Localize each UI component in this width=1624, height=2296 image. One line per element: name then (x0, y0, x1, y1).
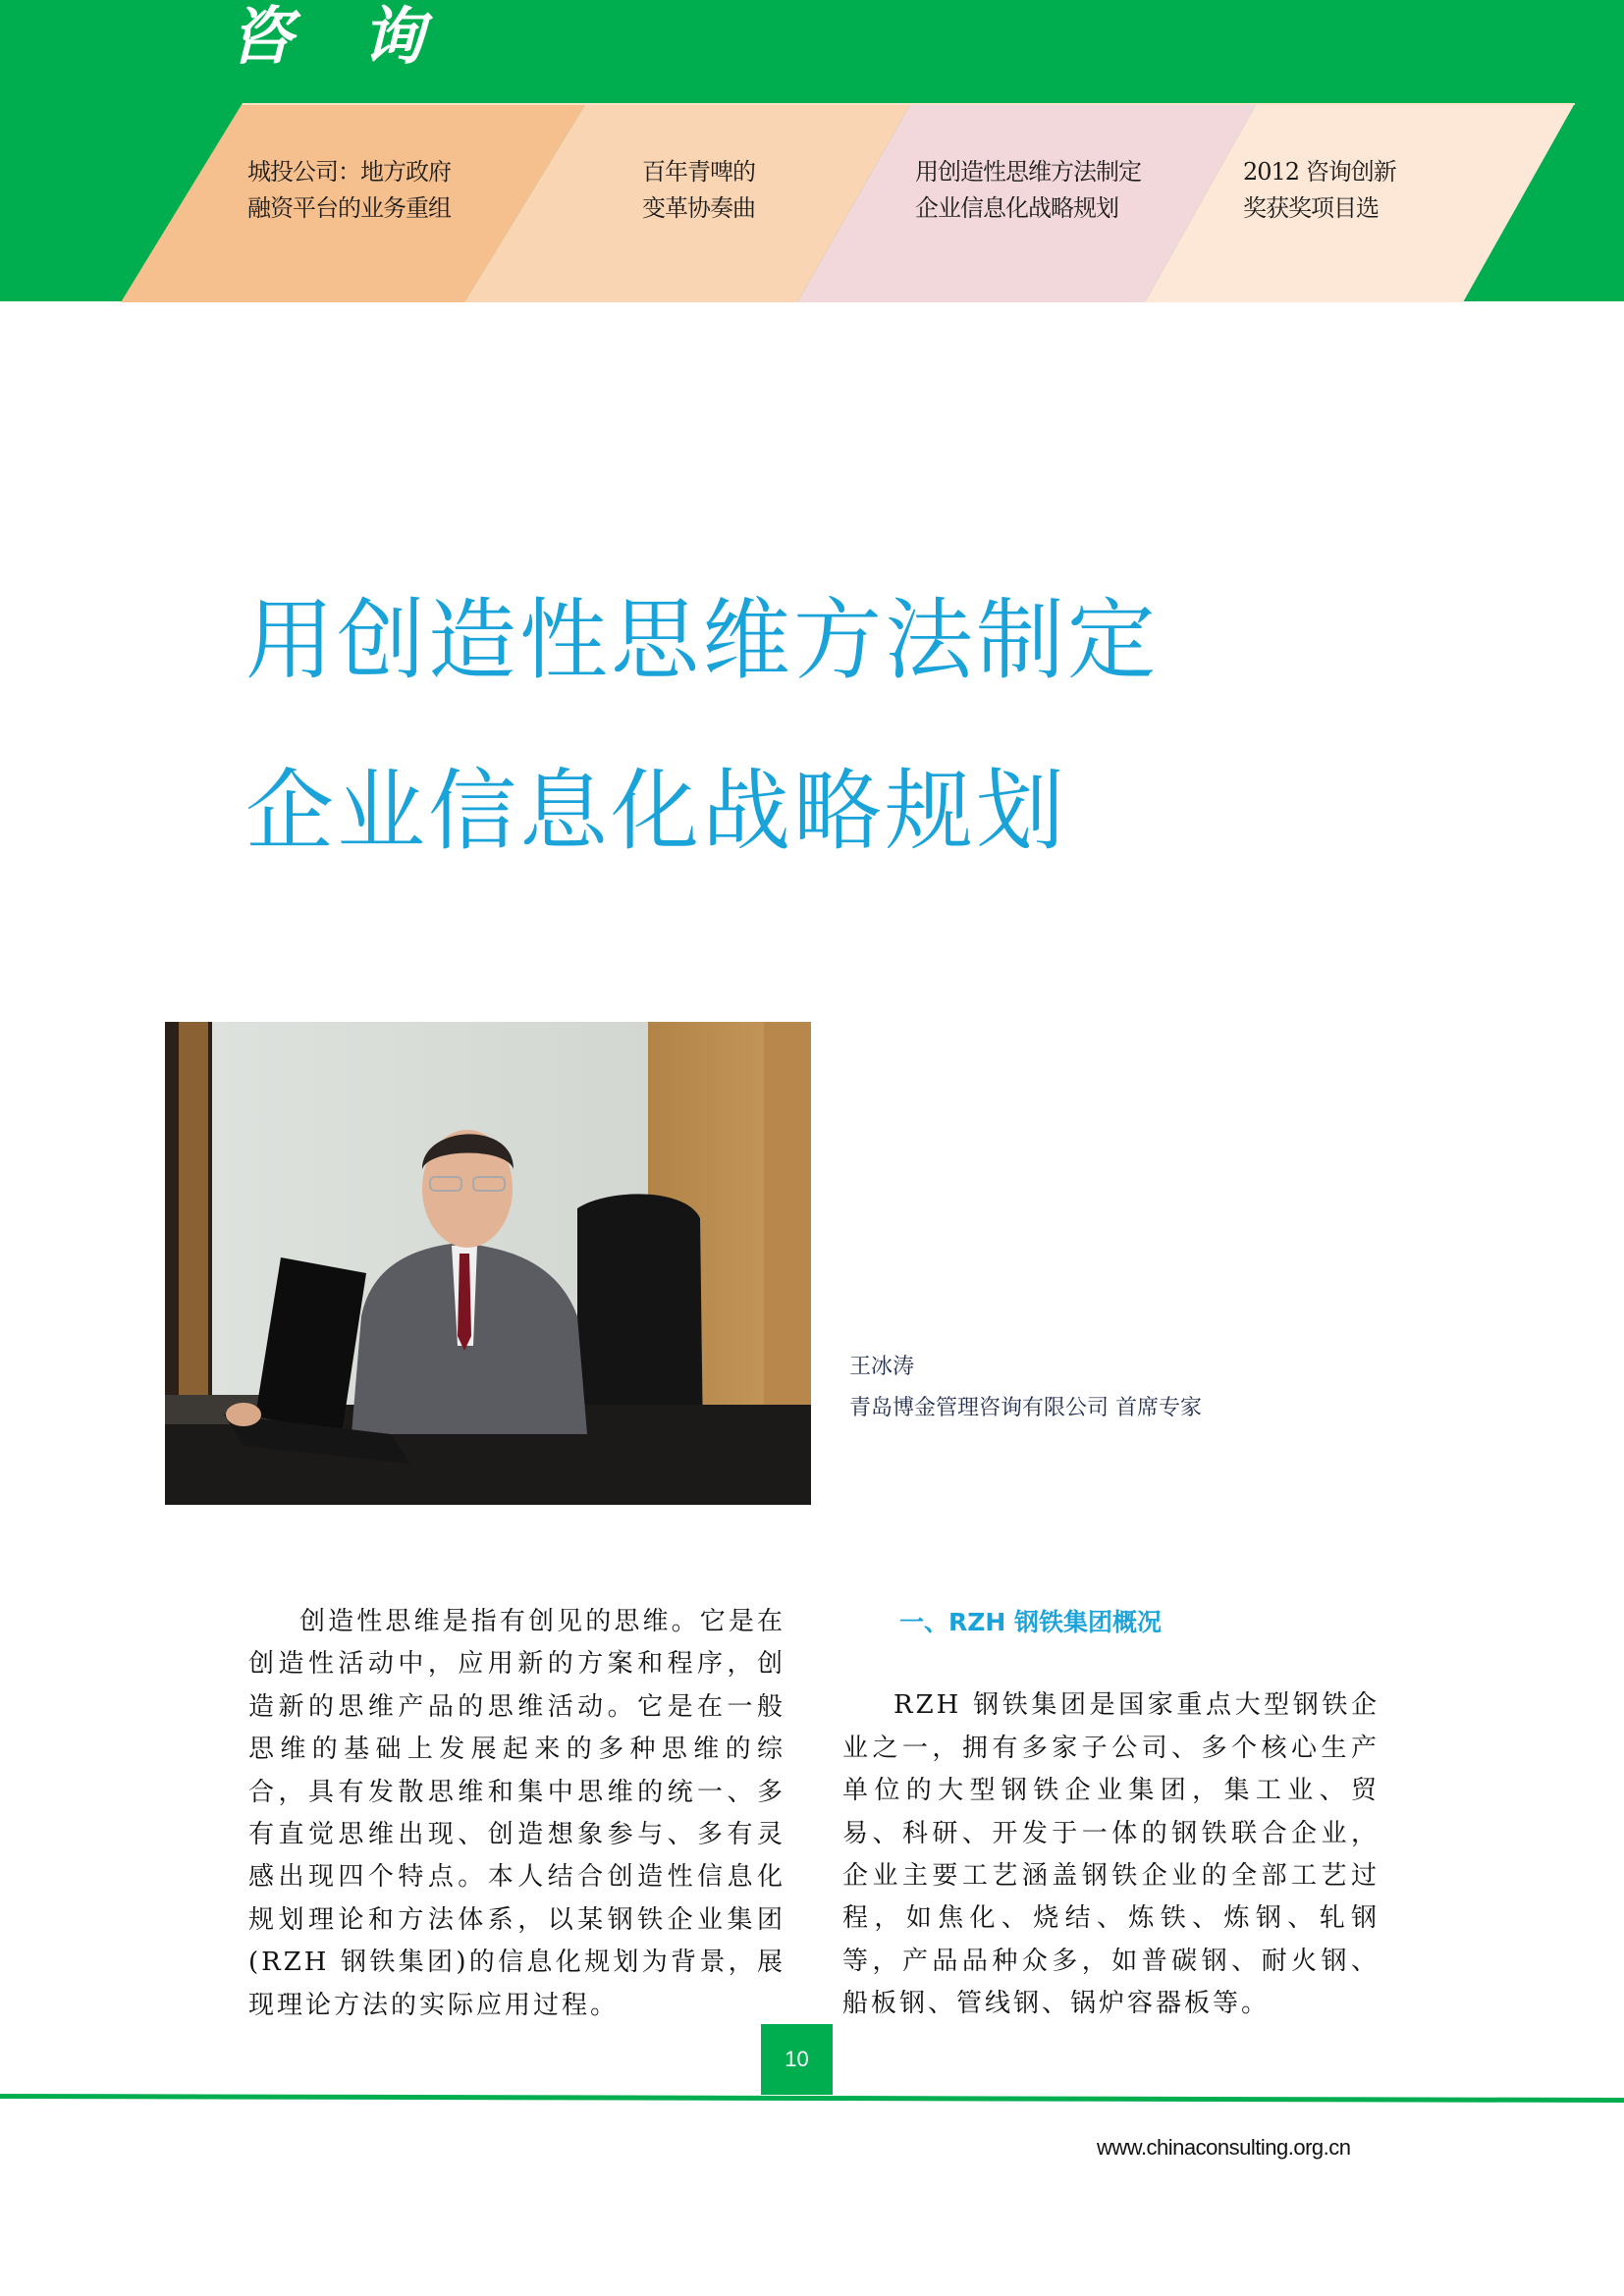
nav-item-line: 城投公司：地方政府 (247, 158, 451, 186)
section-heading: 一、RZH 钢铁集团概况 (899, 1608, 1163, 1636)
nav-item-line: 奖获奖项目选 (1243, 194, 1379, 222)
footer-divider (0, 2094, 1624, 2104)
nav-item-line: 变革协奏曲 (642, 194, 755, 222)
author-portrait-image (165, 1022, 811, 1505)
nav-item-urban-investment[interactable] (247, 154, 451, 227)
author-photo (165, 1022, 811, 1505)
intro-paragraph: 创造性思维是指有创见的思维。它是在创造性活动中，应用新的方案和程序，创造新的思维产品的思维活动。它是在一般思维的基础上发展起来的多种思维的综合，具有发散思维和集中思维的统一、多有直觉思维出现、创造想象参与、多有灵感出现四个特点。本人结合创造性信息化规划理论和方法体系，以某钢铁企业集团(RZH 钢铁集团)的信息化规划为背景，展现理论方法的实际应用过程。 (248, 1607, 785, 2020)
section-title: 咨询 (230, 0, 493, 74)
nav-item-line: 融资平台的业务重组 (247, 194, 451, 222)
page-number: 10 (761, 2024, 833, 2095)
article-title (245, 587, 1159, 929)
section-paragraph: RZH 钢铁集团是国家重点大型钢铁企业之一，拥有多家子公司、多个核心生产单位的大型钢铁企业集团，集工业、贸易、科研、开发于一体的钢铁联合企业，企业主要工艺涵盖钢铁企业的全部工艺过程，如焦化、烧结、炼铁、炼钢、轧钢等，产品品种众多，如普碳钢、耐火钢、船板钢、管线钢、锅炉容器板等。 (842, 1690, 1380, 2019)
nav-item-tsingtao-beer[interactable] (642, 154, 755, 227)
author-affiliation: 青岛博金管理咨询有限公司 首席专家 (849, 1396, 1202, 1420)
website-link[interactable]: www.chinaconsulting.org.cn (1097, 2135, 1351, 2160)
author-caption (849, 1347, 1202, 1429)
article-title-line-1: 用创造性思维方法制定 (245, 589, 1159, 692)
nav-item-2012-awards[interactable] (1243, 154, 1396, 227)
issue-contents-band (0, 103, 1624, 302)
body-column-right (842, 1601, 1380, 2026)
article-title-line-2: 企业信息化战略规划 (245, 760, 1067, 863)
nav-item-creative-thinking[interactable] (915, 154, 1141, 227)
nav-item-line: 用创造性思维方法制定 (915, 158, 1141, 186)
body-column-left (248, 1601, 785, 2027)
nav-item-line: 百年青啤的 (642, 158, 755, 186)
nav-item-line: 2012 咨询创新 (1243, 158, 1396, 186)
author-name: 王冰涛 (849, 1355, 915, 1379)
nav-item-line: 企业信息化战略规划 (915, 194, 1118, 222)
